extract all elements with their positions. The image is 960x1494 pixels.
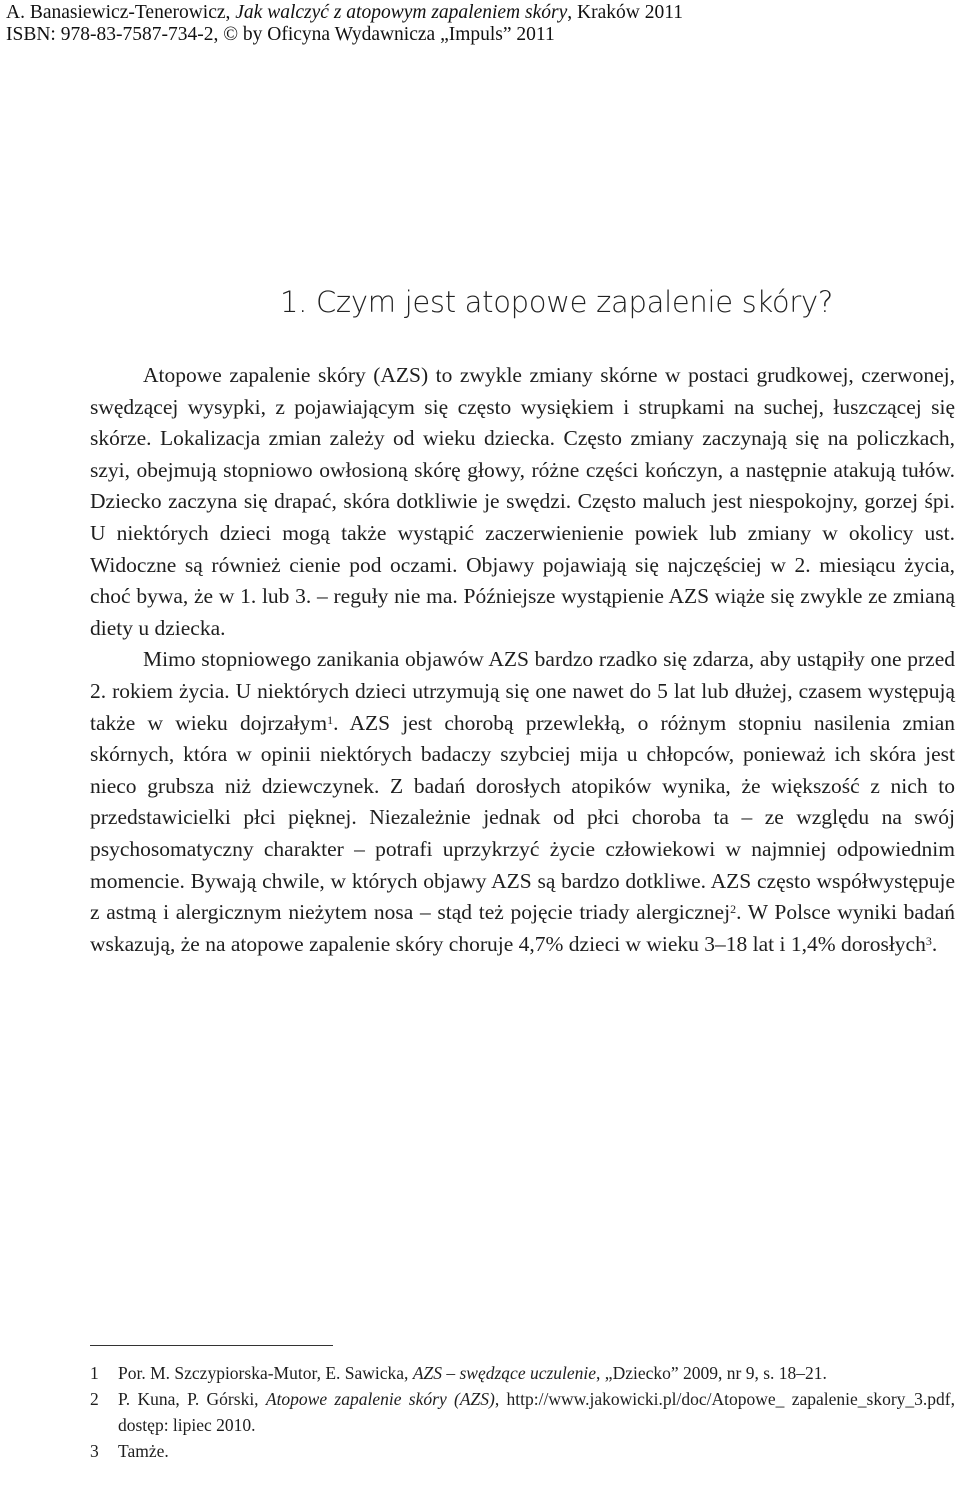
- footnote-number: 2: [90, 1389, 99, 1409]
- footnote-2: [90, 1386, 955, 1438]
- footnote-ref-2[interactable]: 2: [730, 902, 737, 917]
- paragraph-2: [90, 644, 955, 960]
- footnote-ref-1[interactable]: 1: [327, 712, 334, 727]
- footnote-ref-3[interactable]: 3: [925, 933, 932, 948]
- paragraph-2-part-b: . AZS jest chorobą przewlekłą, o różnym stopniu nasilenia zmian skórnych, która w opinii niektórych badaczy szybciej mija u chłopców, ponieważ ich skóra jest nieco grubsza niż dziewczynek. Z badań dorosłych atopików wynika, że większość z nich to przedstawicielki płci pięknej. Niezależnie jednak od płci choroba ta – ze względu na swój psychosomatyczny charakter – potrafi uprzykrzyć życie człowiekowi w najmniej odpowiednim momencie. Bywają chwile, w których objawy AZS są bardzo dotkliwe. AZS często współwystępuje z astmą i alergicznym nieżytem nosa – stąd też pojęcie triady alergicznej: [90, 710, 955, 925]
- paragraph-2-part-a: Mimo stopniowego zanikania objawów AZS bardzo rzadko się zdarza, aby ustąpiły one przed 2. rokiem życia. U niektórych dzieci utrzymują się one nawet do 5 lat lub dłużej, czasem występują także w wieku dojrzałym: [90, 647, 955, 735]
- chapter-body: [90, 360, 955, 960]
- footnotes: [90, 1360, 955, 1464]
- footnote-text-pre: Por. M. Szczypiorska-Mutor, E. Sawicka,: [118, 1363, 413, 1383]
- footnote-number: 1: [90, 1363, 99, 1383]
- chapter-title: 1. Czym jest atopowe zapalenie skóry?: [280, 285, 833, 319]
- footnote-number: 3: [90, 1441, 99, 1461]
- footnote-divider: [90, 1345, 333, 1346]
- citation-line-1: [6, 2, 683, 24]
- footnote-text-pre: P. Kuna, P. Górski,: [118, 1389, 266, 1409]
- citation-place-year: , Kraków 2011: [567, 2, 683, 23]
- footnote-1: [90, 1360, 955, 1386]
- footnote-text-pre: Tamże.: [118, 1441, 169, 1461]
- paragraph-2-part-c: . W Polsce wyniki badań wskazują, że na atopowe zapalenie skóry choruje 4,7% dzieci w wieku 3–18 lat i 1,4% dorosłych: [90, 900, 955, 956]
- citation-author: A. Banasiewicz-Tenerowicz,: [6, 2, 231, 23]
- citation-header: [6, 2, 683, 46]
- paragraph-1: Atopowe zapalenie skóry (AZS) to zwykle zmiany skórne w postaci grudkowej, czerwonej, swędzącej wysypki, z pojawiającym się często wysiękiem i strupkami na suchej, łuszczącej się skórze. Lokalizacja zmian zależy od wieku dziecka. Często zmiany zaczynają się na policzkach, szyi, obejmują stopniowo owłosioną skórę głowy, różne części kończyn, a następnie atakują tułów. Dziecko zaczyna się drapać, skóra dotkliwie je swędzi. Często maluch jest niespokojny, gorzej śpi. U niektórych dzieci mogą także wystąpić zaczerwienienie powiek lub zmiany w okolicy ust. Widoczne są również cienie pod oczami. Objawy pojawiają się najczęściej w 2. miesiącu życia, choć bywa, że w 1. lub 3. – reguły nie ma. Późniejsze wystąpienie AZS wiąże się zwykle ze zmianą diety u dziecka.: [90, 363, 955, 640]
- footnote-text-post: , „Dziecko” 2009, nr 9, s. 18–21.: [596, 1363, 827, 1383]
- citation-line-2: ISBN: 978-83-7587-734-2, © by Oficyna Wydawnicza „Impuls” 2011: [6, 24, 555, 45]
- footnote-italic-title: AZS – swędzące uczulenie: [412, 1363, 597, 1383]
- paragraph-2-part-d: .: [931, 931, 938, 956]
- footnote-italic-title: Atopowe zapalenie skóry (AZS): [265, 1389, 495, 1409]
- citation-book-title: Jak walczyć z atopowym zapaleniem skóry: [235, 2, 568, 23]
- footnote-3: [90, 1438, 955, 1464]
- footnote-text-post[interactable]: , http://www.jakowicki.pl/doc/Atopowe_ zapalenie_skory_3.pdf, dostęp: lipiec 2010.: [118, 1389, 955, 1435]
